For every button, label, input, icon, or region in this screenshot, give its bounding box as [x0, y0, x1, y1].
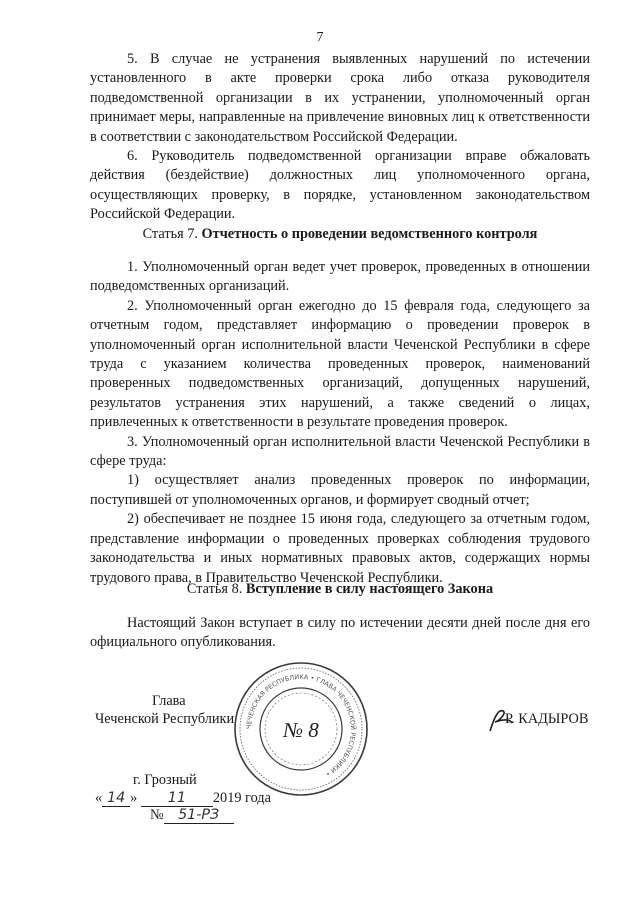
date-month: 11 — [141, 790, 213, 807]
page-number: 7 — [316, 30, 324, 45]
paragraph: Настоящий Закон вступает в силу по истечении десяти дней после дня его официального опубликования. — [90, 615, 590, 651]
paragraph: 2) обеспечивает не позднее 15 июня года, следующего за отчетным годом, представление информации о проведенных проверках соблюдения трудового законодательства и иных нормативных правовых актов, содержащих нормы трудового права, в Правительство Чеченской Республики. — [90, 511, 590, 586]
article-7-body — [90, 258, 590, 588]
date-line — [95, 790, 271, 807]
paragraph: 1. Уполномоченный орган ведет учет проверок, проведенных в отношении подведомственных организаций. — [90, 259, 590, 295]
law-number-line — [150, 807, 234, 824]
city-name: г. Грозный — [133, 772, 197, 788]
article-7-prefix: Статья 7. — [142, 226, 198, 242]
article-7-title: Отчетность о проведении ведомственного контроля — [201, 226, 538, 242]
signer-name: Р. КАДЫРОВ — [505, 711, 589, 727]
date-year: 2019 года — [212, 790, 271, 806]
law-number-value: 51-РЗ — [164, 807, 234, 824]
paragraph: 2. Уполномоченный орган ежегодно до 15 февраля года, следующего за отчетным годом, представляет информацию о проведении проверок в уполномоченный орган исполнительной власти Чеченской Республики в сфере труда с указанием количества проведенных проверок, наименований проверенных подведомственных организаций, допущенных нарушений, результатов устранения этих нарушений, а также сведений о лицах, привлеченных к ответственности в результате проведения проверок. — [90, 297, 590, 431]
article-6-continuation — [90, 50, 590, 225]
signer-position-line-1: Глава — [152, 693, 186, 709]
article-7-heading — [90, 226, 590, 243]
seal-number: № 8 — [283, 718, 319, 742]
paragraph: 6. Руководитель подведомственной организации вправе обжаловать действия (бездействие) должностных лиц уполномоченного органа, осуществляющих проверку, в порядке, установленном законодательством Российской Федерации. — [90, 148, 590, 223]
article-8-title: Вступление в силу настоящего Закона — [245, 581, 494, 597]
svg-text:ЧЕЧЕНСКАЯ РЕСПУБЛИКА • ГЛАВА Ч: ЧЕЧЕНСКАЯ РЕСПУБЛИКА • ГЛАВА ЧЕЧЕНСКОЙ РЕСПУБЛИКИ • — [244, 672, 358, 778]
official-seal-icon — [232, 660, 370, 798]
article-8-heading — [90, 581, 590, 598]
law-number-prefix: № — [150, 807, 164, 823]
paragraph: 5. В случае не устранения выявленных нарушений по истечении установленного в акте проверки срока либо отказа руководителя подведомственной организации в их устранении, уполномоченный орган принимает меры, направленные на привлечение виновных лиц к ответственности в соответствии с законодательством Российской Федерации. — [90, 51, 590, 145]
paragraph: 1) осуществляет анализ проведенных проверок по информации, поступившей от уполномоченных органов, и формирует сводный отчет; — [90, 472, 590, 508]
article-8-prefix: Статья 8. — [186, 581, 243, 597]
date-quote-close: » — [130, 790, 138, 806]
paragraph: 3. Уполномоченный орган исполнительной власти Чеченской Республики в сфере труда: — [90, 433, 590, 470]
signer-position-line-2: Чеченской Республики — [95, 711, 235, 727]
date-quote-open: « — [95, 790, 103, 806]
date-day: 14 — [102, 790, 130, 807]
article-8-body — [90, 614, 590, 653]
